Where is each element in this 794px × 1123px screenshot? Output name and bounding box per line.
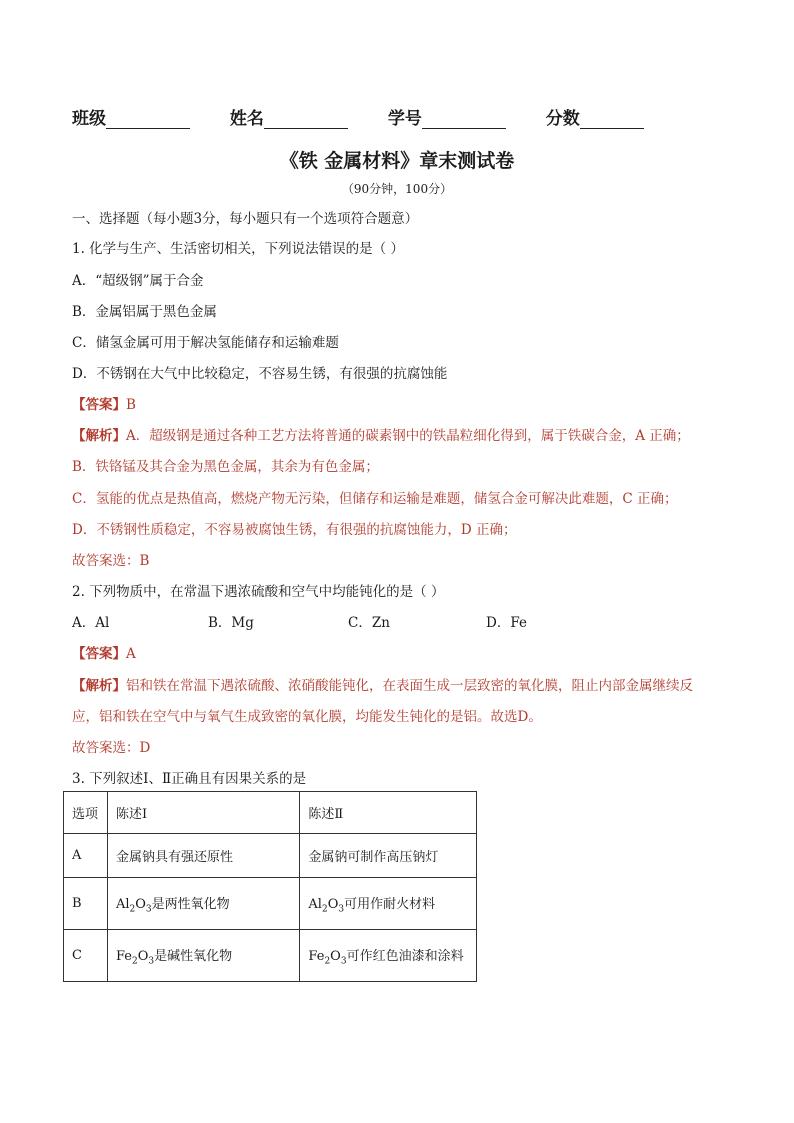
section-heading: 一、选择题（每小题3分，每小题只有一个选项符合题意）	[72, 211, 419, 227]
q1-analysis-line: B．铁铬锰及其合金为黑色金属，其余为有色金属；	[72, 459, 379, 475]
page-title: 《铁 金属材料》章末测试卷	[279, 150, 515, 172]
table-cell-statement-2: 金属钠可制作高压钠灯	[300, 834, 477, 878]
q2-analysis-line: 应，铝和铁在空气中与氧气生成致密的氧化膜，均能发生钝化的是铝。故选D。	[72, 709, 542, 725]
q3-stem: 3. 下列叙述Ⅰ、Ⅱ正确且有因果关系的是	[72, 771, 307, 787]
q2-final-answer: 故答案选：D	[72, 740, 151, 756]
q2-stem: 2. 下列物质中，在常温下遇浓硫酸和空气中均能钝化的是（ ）	[72, 584, 445, 600]
table-cell-statement-1: 金属钠具有强还原性	[107, 834, 299, 878]
q1-final-answer: 故答案选：B	[72, 553, 150, 569]
student-id-blank[interactable]	[422, 108, 506, 129]
score-field: 分数	[546, 104, 644, 129]
q3-table	[63, 791, 477, 982]
table-cell-option: C	[64, 930, 108, 982]
q2-analysis-line: 【解析】铝和铁在常温下遇浓硫酸、浓硝酸能钝化，在表面生成一层致密的氧化膜，阻止内部金属继续反	[72, 678, 693, 694]
class-field: 班级	[72, 104, 190, 129]
table-header-cell: 陈述Ⅱ	[300, 792, 477, 834]
table-cell-statement-2: $Fe_2O_3$可作红色油漆和涂料	[300, 930, 477, 982]
student-id-field: 学号	[388, 104, 506, 129]
table-cell-option: A	[64, 834, 108, 878]
q2-option-c: C．Zn	[348, 615, 390, 631]
q1-answer: 【答案】B	[72, 397, 136, 413]
table-cell-statement-1: $Al_2O_3$是两性氧化物	[107, 878, 299, 930]
q1-option-b: B．金属铝属于黑色金属	[72, 304, 217, 320]
table-row	[64, 878, 477, 930]
q2-answer: 【答案】A	[72, 646, 136, 662]
table-header-cell: 陈述Ⅰ	[107, 792, 299, 834]
q1-option-c: C．储氢金属可用于解决氢能储存和运输难题	[72, 335, 339, 351]
student-info-header	[72, 104, 722, 129]
name-blank[interactable]	[264, 108, 348, 129]
table-cell-statement-1: $Fe_2O_3$是碱性氧化物	[107, 930, 299, 982]
q2-option-a: A．Al	[72, 615, 110, 631]
q2-option-d: D．Fe	[486, 615, 527, 631]
score-blank[interactable]	[580, 108, 644, 129]
name-field: 姓名	[230, 104, 348, 129]
q1-stem: 1. 化学与生产、生活密切相关，下列说法错误的是（ ）	[72, 241, 404, 257]
page-subtitle: （90分钟，100分）	[341, 182, 453, 196]
q1-analysis-line: D．不锈钢性质稳定，不容易被腐蚀生锈，有很强的抗腐蚀能力，D 正确；	[72, 522, 517, 538]
table-header-cell: 选项	[64, 792, 108, 834]
table-cell-option: B	[64, 878, 108, 930]
q2-option-b: B．Mg	[208, 615, 254, 631]
q1-option-d: D．不锈钢在大气中比较稳定，不容易生锈，有很强的抗腐蚀能	[72, 366, 448, 382]
table-row	[64, 930, 477, 982]
q1-option-a: A．“超级钢”属于合金	[72, 273, 204, 289]
table-row	[64, 834, 477, 878]
table-cell-statement-2: $Al_2O_3$可用作耐火材料	[300, 878, 477, 930]
q1-analysis-line: 【解析】A．超级钢是通过各种工艺方法将普通的碳素钢中的铁晶粒细化得到，属于铁碳合金，A 正确；	[72, 428, 690, 444]
q1-analysis-line: C．氢能的优点是热值高，燃烧产物无污染，但储存和运输是难题，储氢合金可解决此难题，C 正确；	[72, 491, 678, 507]
table-header-row	[64, 792, 477, 834]
class-blank[interactable]	[106, 108, 190, 129]
